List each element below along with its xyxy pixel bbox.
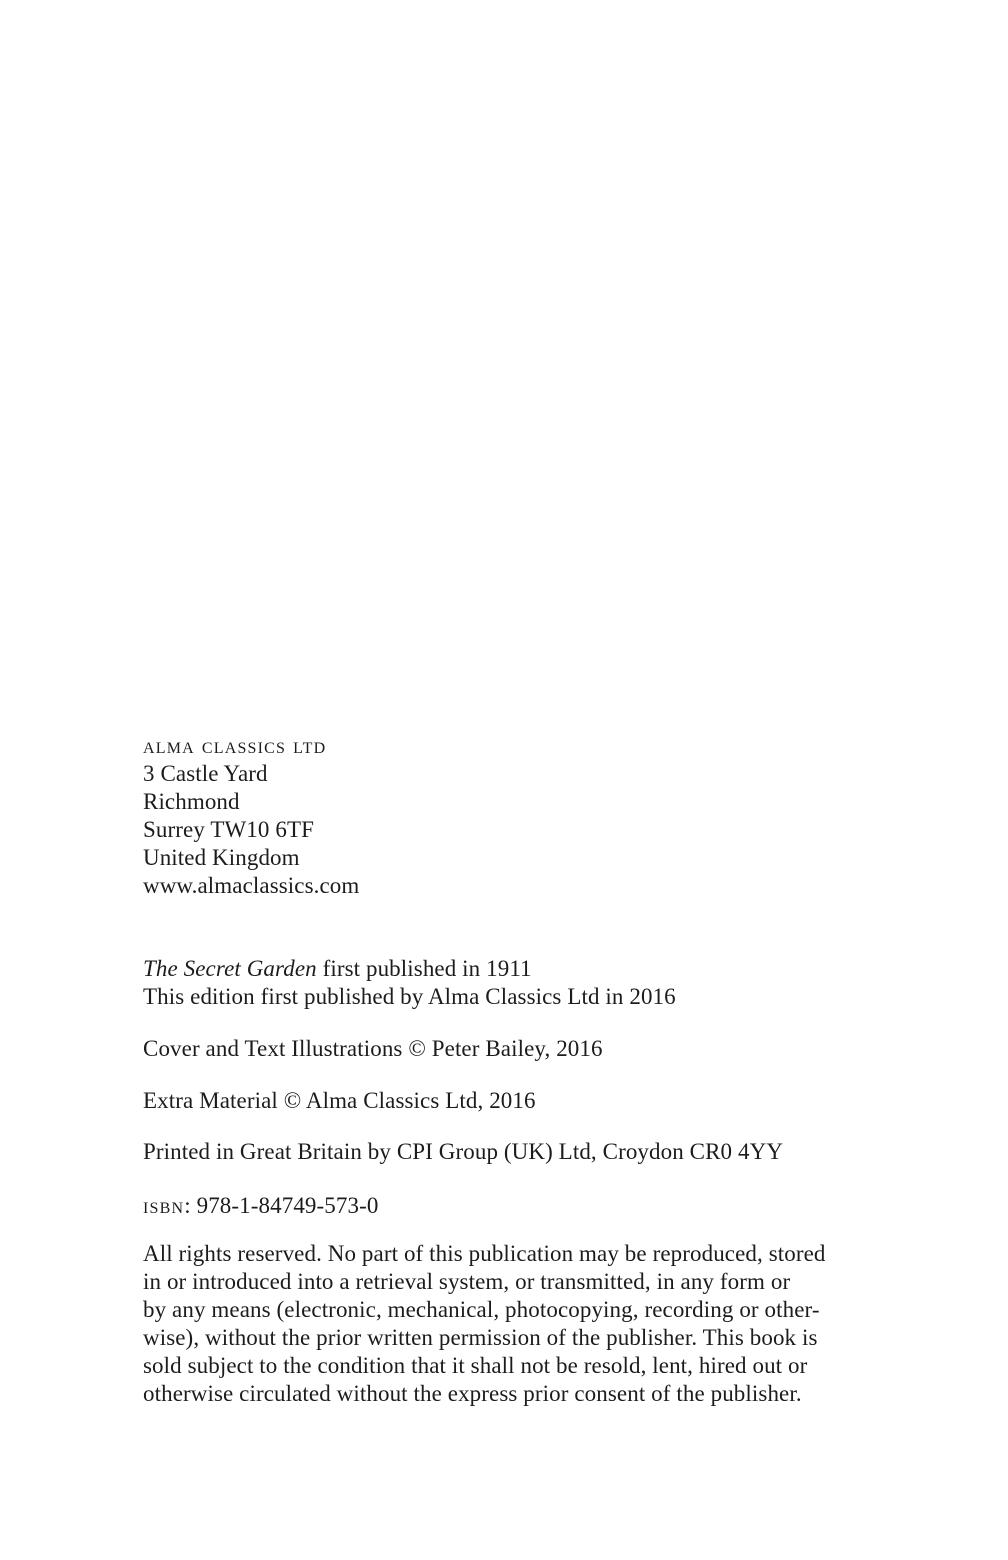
rights-line: wise), without the prior written permission of the publisher. This book is bbox=[143, 1325, 818, 1350]
isbn-value: : 978-1-84749-573-0 bbox=[184, 1193, 379, 1218]
extra-material-credit-block bbox=[143, 1087, 873, 1115]
isbn-line bbox=[143, 1192, 873, 1220]
printer-block bbox=[143, 1138, 873, 1166]
address-line-street: 3 Castle Yard bbox=[143, 761, 268, 786]
edition-line: This edition first published by Alma Classics Ltd in 2016 bbox=[143, 984, 676, 1009]
first-published-text: first published in 1911 bbox=[316, 956, 532, 981]
rights-line: in or introduced into a retrieval system, or transmitted, in any form or bbox=[143, 1269, 791, 1294]
illustrations-credit-block bbox=[143, 1035, 873, 1063]
address-line-country: United Kingdom bbox=[143, 845, 300, 870]
rights-line: otherwise circulated without the express prior consent of the publisher. bbox=[143, 1381, 802, 1406]
rights-reserved-block bbox=[143, 1240, 873, 1408]
isbn-label: isbn bbox=[143, 1193, 185, 1218]
publisher-address-block bbox=[143, 732, 873, 900]
first-published-line bbox=[143, 955, 873, 983]
address-line-county-postcode: Surrey TW10 6TF bbox=[143, 817, 315, 842]
book-title: The Secret Garden bbox=[143, 956, 317, 981]
publication-history-block bbox=[143, 955, 873, 1011]
rights-line: All rights reserved. No part of this publication may be reproduced, stored bbox=[143, 1241, 826, 1266]
extra-material-credit: Extra Material © Alma Classics Ltd, 2016 bbox=[143, 1088, 536, 1113]
isbn-block bbox=[143, 1192, 873, 1220]
publisher-name: alma classics ltd bbox=[143, 733, 327, 758]
rights-line: by any means (electronic, mechanical, photocopying, recording or other- bbox=[143, 1297, 820, 1322]
rights-line: sold subject to the condition that it shall not be resold, lent, hired out or bbox=[143, 1353, 808, 1378]
publisher-website: www.almaclassics.com bbox=[143, 873, 360, 898]
illustrations-credit: Cover and Text Illustrations © Peter Bailey, 2016 bbox=[143, 1036, 603, 1061]
printer-text: Printed in Great Britain by CPI Group (UK) Ltd, Croydon CR0 4YY bbox=[143, 1139, 784, 1164]
address-line-town: Richmond bbox=[143, 789, 240, 814]
